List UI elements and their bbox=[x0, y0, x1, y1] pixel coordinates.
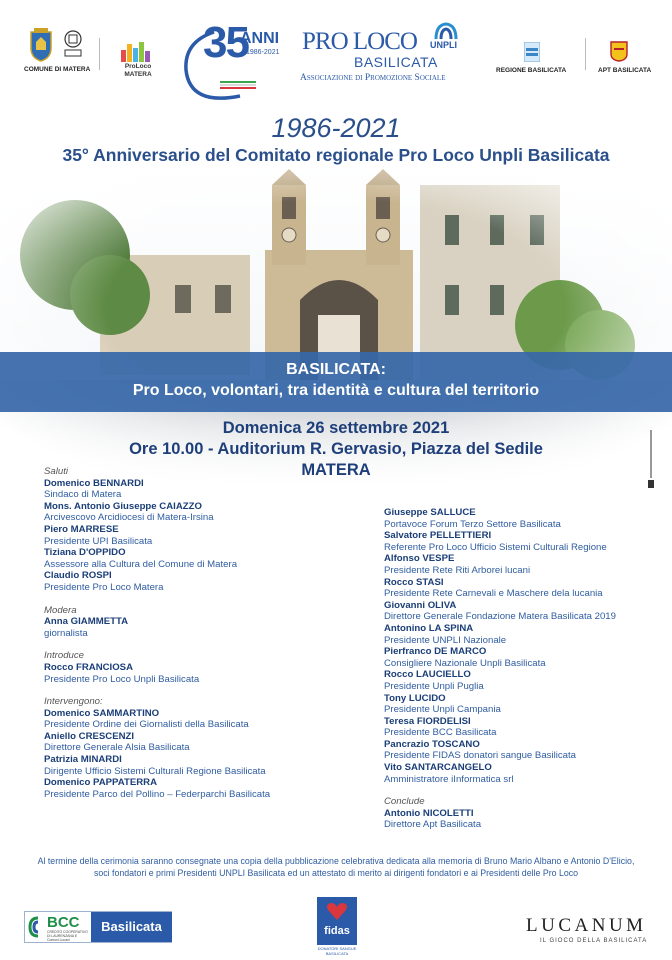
speaker-name: Rocco STASI bbox=[384, 576, 444, 588]
program-left-column bbox=[44, 466, 344, 800]
theme-banner bbox=[0, 352, 672, 412]
speaker-role: Direttore Generale Fondazione Matera Basilicata 2019 bbox=[384, 611, 616, 623]
speaker-name: Antonino LA SPINA bbox=[384, 622, 474, 634]
program-section-label: Saluti bbox=[44, 466, 68, 477]
speaker-role: Dirigente Ufficio Sistemi Culturali Regione Basilicata bbox=[44, 765, 266, 777]
program-right-column bbox=[384, 507, 654, 831]
bcc-logo bbox=[24, 911, 172, 943]
comune-matera-crest-icon bbox=[28, 28, 54, 62]
proloco-title: PRO LOCO bbox=[302, 28, 417, 55]
bcc-region: Basilicata bbox=[91, 912, 172, 942]
proloco-subtitle: Associazione di Promozione Sociale bbox=[300, 73, 446, 83]
bcc-mark-icon bbox=[28, 916, 48, 938]
comune-label: COMUNE DI MATERA bbox=[24, 66, 91, 73]
program-section-label: Conclude bbox=[384, 796, 425, 808]
bcc-short: BCC bbox=[47, 914, 80, 931]
speaker-role: Presidente BCC Basilicata bbox=[384, 727, 497, 739]
lucanum-sub: IL GIOCO DELLA BASILICATA bbox=[540, 938, 648, 944]
speaker-name: Pierfranco DE MARCO bbox=[384, 646, 487, 658]
banner-line2: Pro Loco, volontari, tra identità e cultura del territorio bbox=[132, 382, 540, 399]
event-time-place: Ore 10.00 - Auditorium R. Gervasio, Piazza del Sedile bbox=[129, 440, 543, 458]
banner-line1: BASILICATA: bbox=[286, 361, 386, 378]
speaker-name: Alfonso VESPE bbox=[384, 553, 455, 565]
proloco-region: BASILICATA bbox=[354, 54, 438, 70]
event-city: MATERA bbox=[301, 461, 371, 479]
speaker-role: Portavoce Forum Terzo Settore Basilicata bbox=[384, 518, 561, 530]
speaker-role: Referente Pro Loco Ufficio Sistemi Culturali Regione bbox=[384, 541, 607, 553]
unpli-logo-icon bbox=[433, 21, 459, 41]
speaker-role: Presidente Pro Loco Unpli Basilicata bbox=[44, 673, 200, 685]
speaker-role: Assessore alla Cultura del Comune di Matera bbox=[44, 558, 238, 570]
speaker-name: Rocco FRANCIOSA bbox=[44, 661, 134, 673]
speaker-role: Presidente Parco del Pollino – Federparchi Basilicata bbox=[44, 788, 271, 800]
footnote: Al termine della cerimonia saranno consegnate una copia della pubblicazione celebrativa dedicata alla memoria di Bruno Mario Albano e Antonio D'Elicio, soci fondatori e primi Presidenti UNPLI Basilicata ed un attestato di merito ai dirigenti fondatori e ai Presidenti delle Pro Loco bbox=[37, 856, 635, 878]
speaker-role: Presidente Unpli Campania bbox=[384, 704, 501, 716]
speaker-name: Domenico BENNARDI bbox=[44, 477, 144, 489]
years-title: 1986-2021 bbox=[271, 113, 401, 143]
speaker-name: Pancrazio TOSCANO bbox=[384, 738, 480, 750]
speaker-name: Domenico PAPPATERRA bbox=[44, 777, 158, 789]
apt-label: APT BASILICATA bbox=[598, 67, 652, 74]
speaker-name: Patrizia MINARDI bbox=[44, 754, 122, 766]
speaker-name: Tiziana D'OPPIDO bbox=[44, 547, 126, 559]
speaker-name: Domenico SAMMARTINO bbox=[44, 707, 160, 719]
speaker-name: Piero MARRESE bbox=[44, 523, 119, 535]
speaker-name: Claudio ROSPI bbox=[44, 570, 112, 582]
unesco-logo-icon bbox=[64, 30, 82, 58]
anni-number: 35 bbox=[203, 18, 248, 67]
fidas-heart-icon bbox=[326, 901, 348, 921]
speaker-role: Direttore Generale Alsia Basilicata bbox=[44, 742, 190, 754]
program-section-label: Intervengono: bbox=[44, 696, 103, 708]
speaker-name: Rocco LAUCIELLO bbox=[384, 669, 471, 681]
speaker-role: Presidente UNPLI Nazionale bbox=[384, 634, 507, 646]
apt-basilicata-logo-icon bbox=[609, 40, 629, 62]
speaker-name: Antonio NICOLETTI bbox=[384, 807, 474, 819]
speaker-role: Presidente Unpli Puglia bbox=[384, 680, 484, 692]
lucanum-title: LUCANUM bbox=[526, 915, 647, 936]
speaker-name: Salvatore PELLETTIERI bbox=[384, 530, 492, 542]
regione-label: REGIONE BASILICATA bbox=[496, 67, 567, 74]
speaker-name: Aniello CRESCENZI bbox=[44, 730, 135, 742]
speaker-role: Direttore Apt Basilicata bbox=[384, 819, 482, 831]
speaker-name: Vito SANTARCANGELO bbox=[384, 762, 492, 774]
speaker-role: Sindaco di Matera bbox=[44, 489, 122, 501]
speaker-role: Presidente Ordine dei Giornalisti della Basilicata bbox=[44, 719, 249, 731]
speaker-name: Giuseppe SALLUCE bbox=[384, 507, 476, 518]
speaker-role: Presidente Rete Carnevali e Maschere dela lucania bbox=[384, 588, 603, 600]
fidas-logo bbox=[317, 897, 357, 945]
speaker-role: Presidente Rete Riti Arborei lucani bbox=[384, 564, 531, 576]
speaker-name: Giovanni OLIVA bbox=[384, 599, 457, 611]
speaker-role: Consigliere Nazionale Unpli Basilicata bbox=[384, 657, 546, 669]
speaker-role: Presidente FIDAS donatori sangue Basilicata bbox=[384, 750, 576, 762]
speaker-role: giornalista bbox=[44, 627, 88, 639]
anniversary-title: 35° Anniversario del Comitato regionale Pro Loco Unpli Basilicata bbox=[62, 145, 610, 165]
speaker-role: Presidente UPI Basilicata bbox=[44, 535, 153, 547]
speaker-role: Presidente Pro Loco Matera bbox=[44, 581, 164, 593]
regione-basilicata-flag-icon bbox=[524, 42, 540, 62]
speaker-name: Tony LUCIDO bbox=[384, 692, 446, 704]
vertical-credit-mark bbox=[646, 430, 656, 490]
speaker-name: Anna GIAMMETTA bbox=[44, 616, 129, 628]
speaker-name: Teresa FIORDELISI bbox=[384, 715, 471, 727]
program-section-label: Modera bbox=[44, 604, 77, 616]
event-date: Domenica 26 settembre 2021 bbox=[222, 419, 450, 437]
anni-word: ANNI bbox=[240, 30, 280, 47]
program-section-label: Introduce bbox=[44, 650, 85, 662]
fidas-sub: DONATORI SANGUE BASILICATA bbox=[308, 946, 366, 956]
anni-years: 1986-2021 bbox=[246, 49, 280, 56]
speaker-name: Mons. Antonio Giuseppe CAIAZZO bbox=[44, 500, 202, 512]
proloco-matera-logo-icon bbox=[120, 40, 152, 62]
speaker-role: Amministratore iInformatica srl bbox=[384, 773, 514, 785]
bcc-small: CREDITO COOPERATIVO DI LAURENZANA E Comuni Lucani bbox=[47, 930, 88, 942]
fidas-label: fidas bbox=[324, 925, 350, 937]
unpli-label: UNPLI bbox=[430, 40, 457, 50]
proloco-matera-label: ProLoco MATERA bbox=[124, 63, 152, 78]
speaker-role: Arcivescovo Arcidiocesi di Matera-Irsina bbox=[44, 512, 214, 524]
